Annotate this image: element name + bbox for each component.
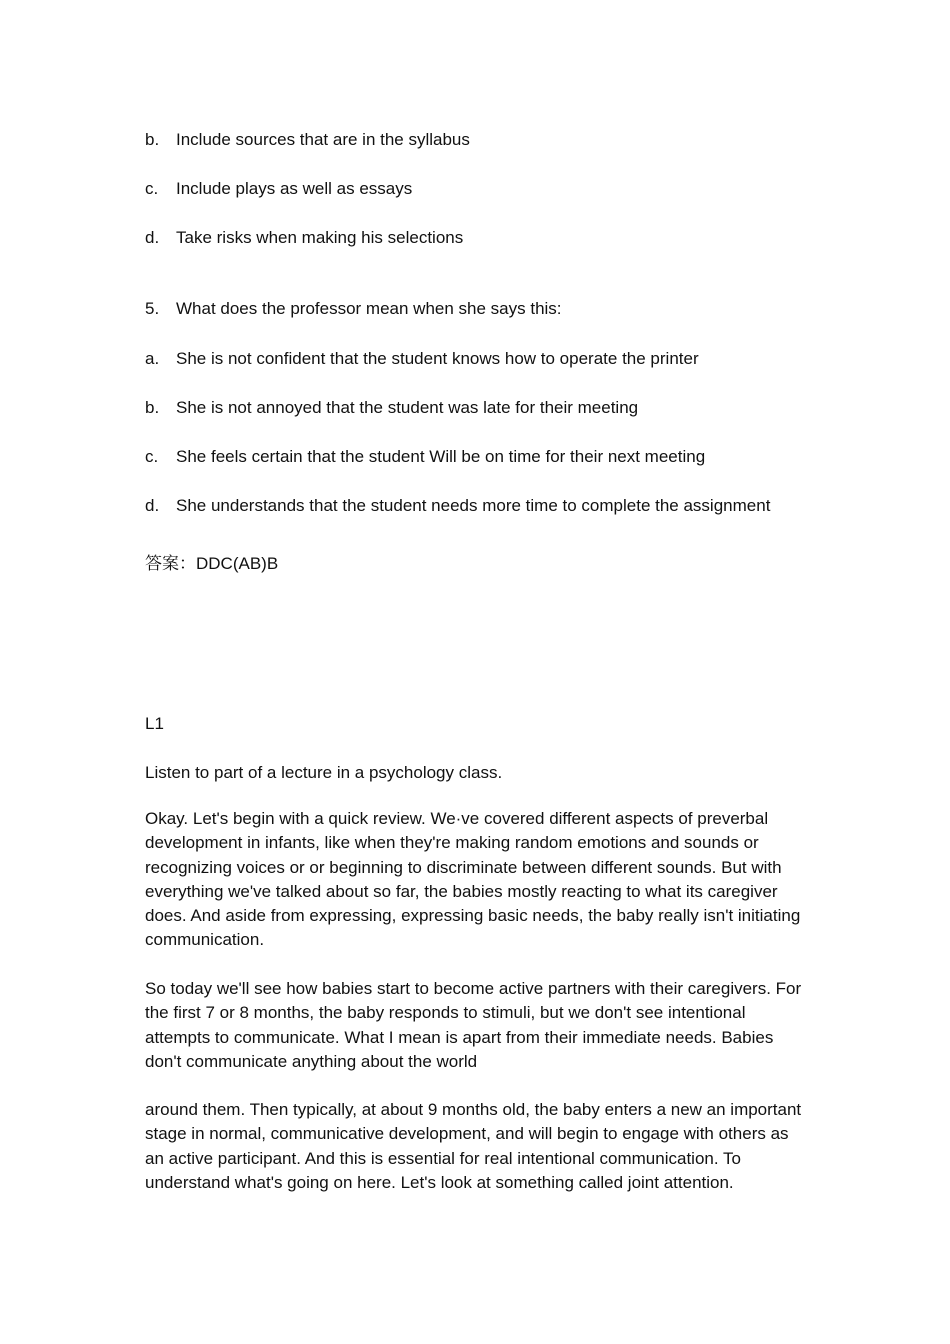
option-text: She is not annoyed that the student was late for their meeting (176, 398, 639, 417)
option-letter: a. (145, 349, 160, 368)
section-intro: Listen to part of a lecture in a psychology class. (145, 763, 503, 782)
option-text: Include plays as well as essays (176, 179, 413, 198)
q4-option-d (145, 227, 463, 249)
q4-option-c (145, 178, 412, 200)
option-letter: b. (145, 130, 160, 149)
option-text: She is not confident that the student knows how to operate the printer (176, 349, 699, 368)
q4-option-b (145, 129, 470, 151)
option-text: Include sources that are in the syllabus (176, 130, 470, 149)
option-letter: d. (145, 496, 160, 515)
option-text: She understands that the student needs more time to complete the assignment (176, 496, 771, 515)
option-text: Take risks when making his selections (176, 228, 464, 247)
q5-prompt (145, 298, 562, 320)
option-letter: c. (145, 179, 159, 198)
answer-key: 答案：DDC(AB)B (145, 554, 279, 573)
section-heading: L1 (145, 714, 164, 733)
option-letter: d. (145, 228, 160, 247)
option-letter: c. (145, 447, 159, 466)
question-number: 5. (145, 299, 160, 318)
q5-option-a (145, 348, 699, 370)
option-letter: b. (145, 398, 160, 417)
transcript-paragraph: around them. Then typically, at about 9 months old, the baby enters a new an important stage in normal, communicative development, and will begin to engage with others as an active participant. And this is essential for real intentional communication. To understand what's going on here. Let's look at something called joint attention. (145, 1100, 802, 1192)
option-text: She feels certain that the student Will be on time for their next meeting (176, 447, 706, 466)
q5-option-c (145, 446, 705, 468)
q5-option-b (145, 397, 638, 419)
transcript-paragraph: So today we'll see how babies start to become active partners with their caregivers. For the first 7 or 8 months, the baby responds to stimuli, but we don't see intentional attempts to communicate. What I mean is apart from their immediate needs. Babies don't communicate anything about the world (145, 979, 802, 1071)
q5-option-d (145, 495, 770, 517)
transcript-paragraph: Okay. Let's begin with a quick review. We·ve covered different aspects of preverbal development in infants, like when they're making random emotions and sounds or recognizing voices or or beginning to discriminate between different sounds. But with everything we've talked about so far, the babies mostly reacting to what its caregiver does. And aside from expressing, expressing basic needs, the baby really isn't initiating communication. (145, 809, 801, 950)
question-text: What does the professor mean when she says this: (176, 299, 562, 318)
